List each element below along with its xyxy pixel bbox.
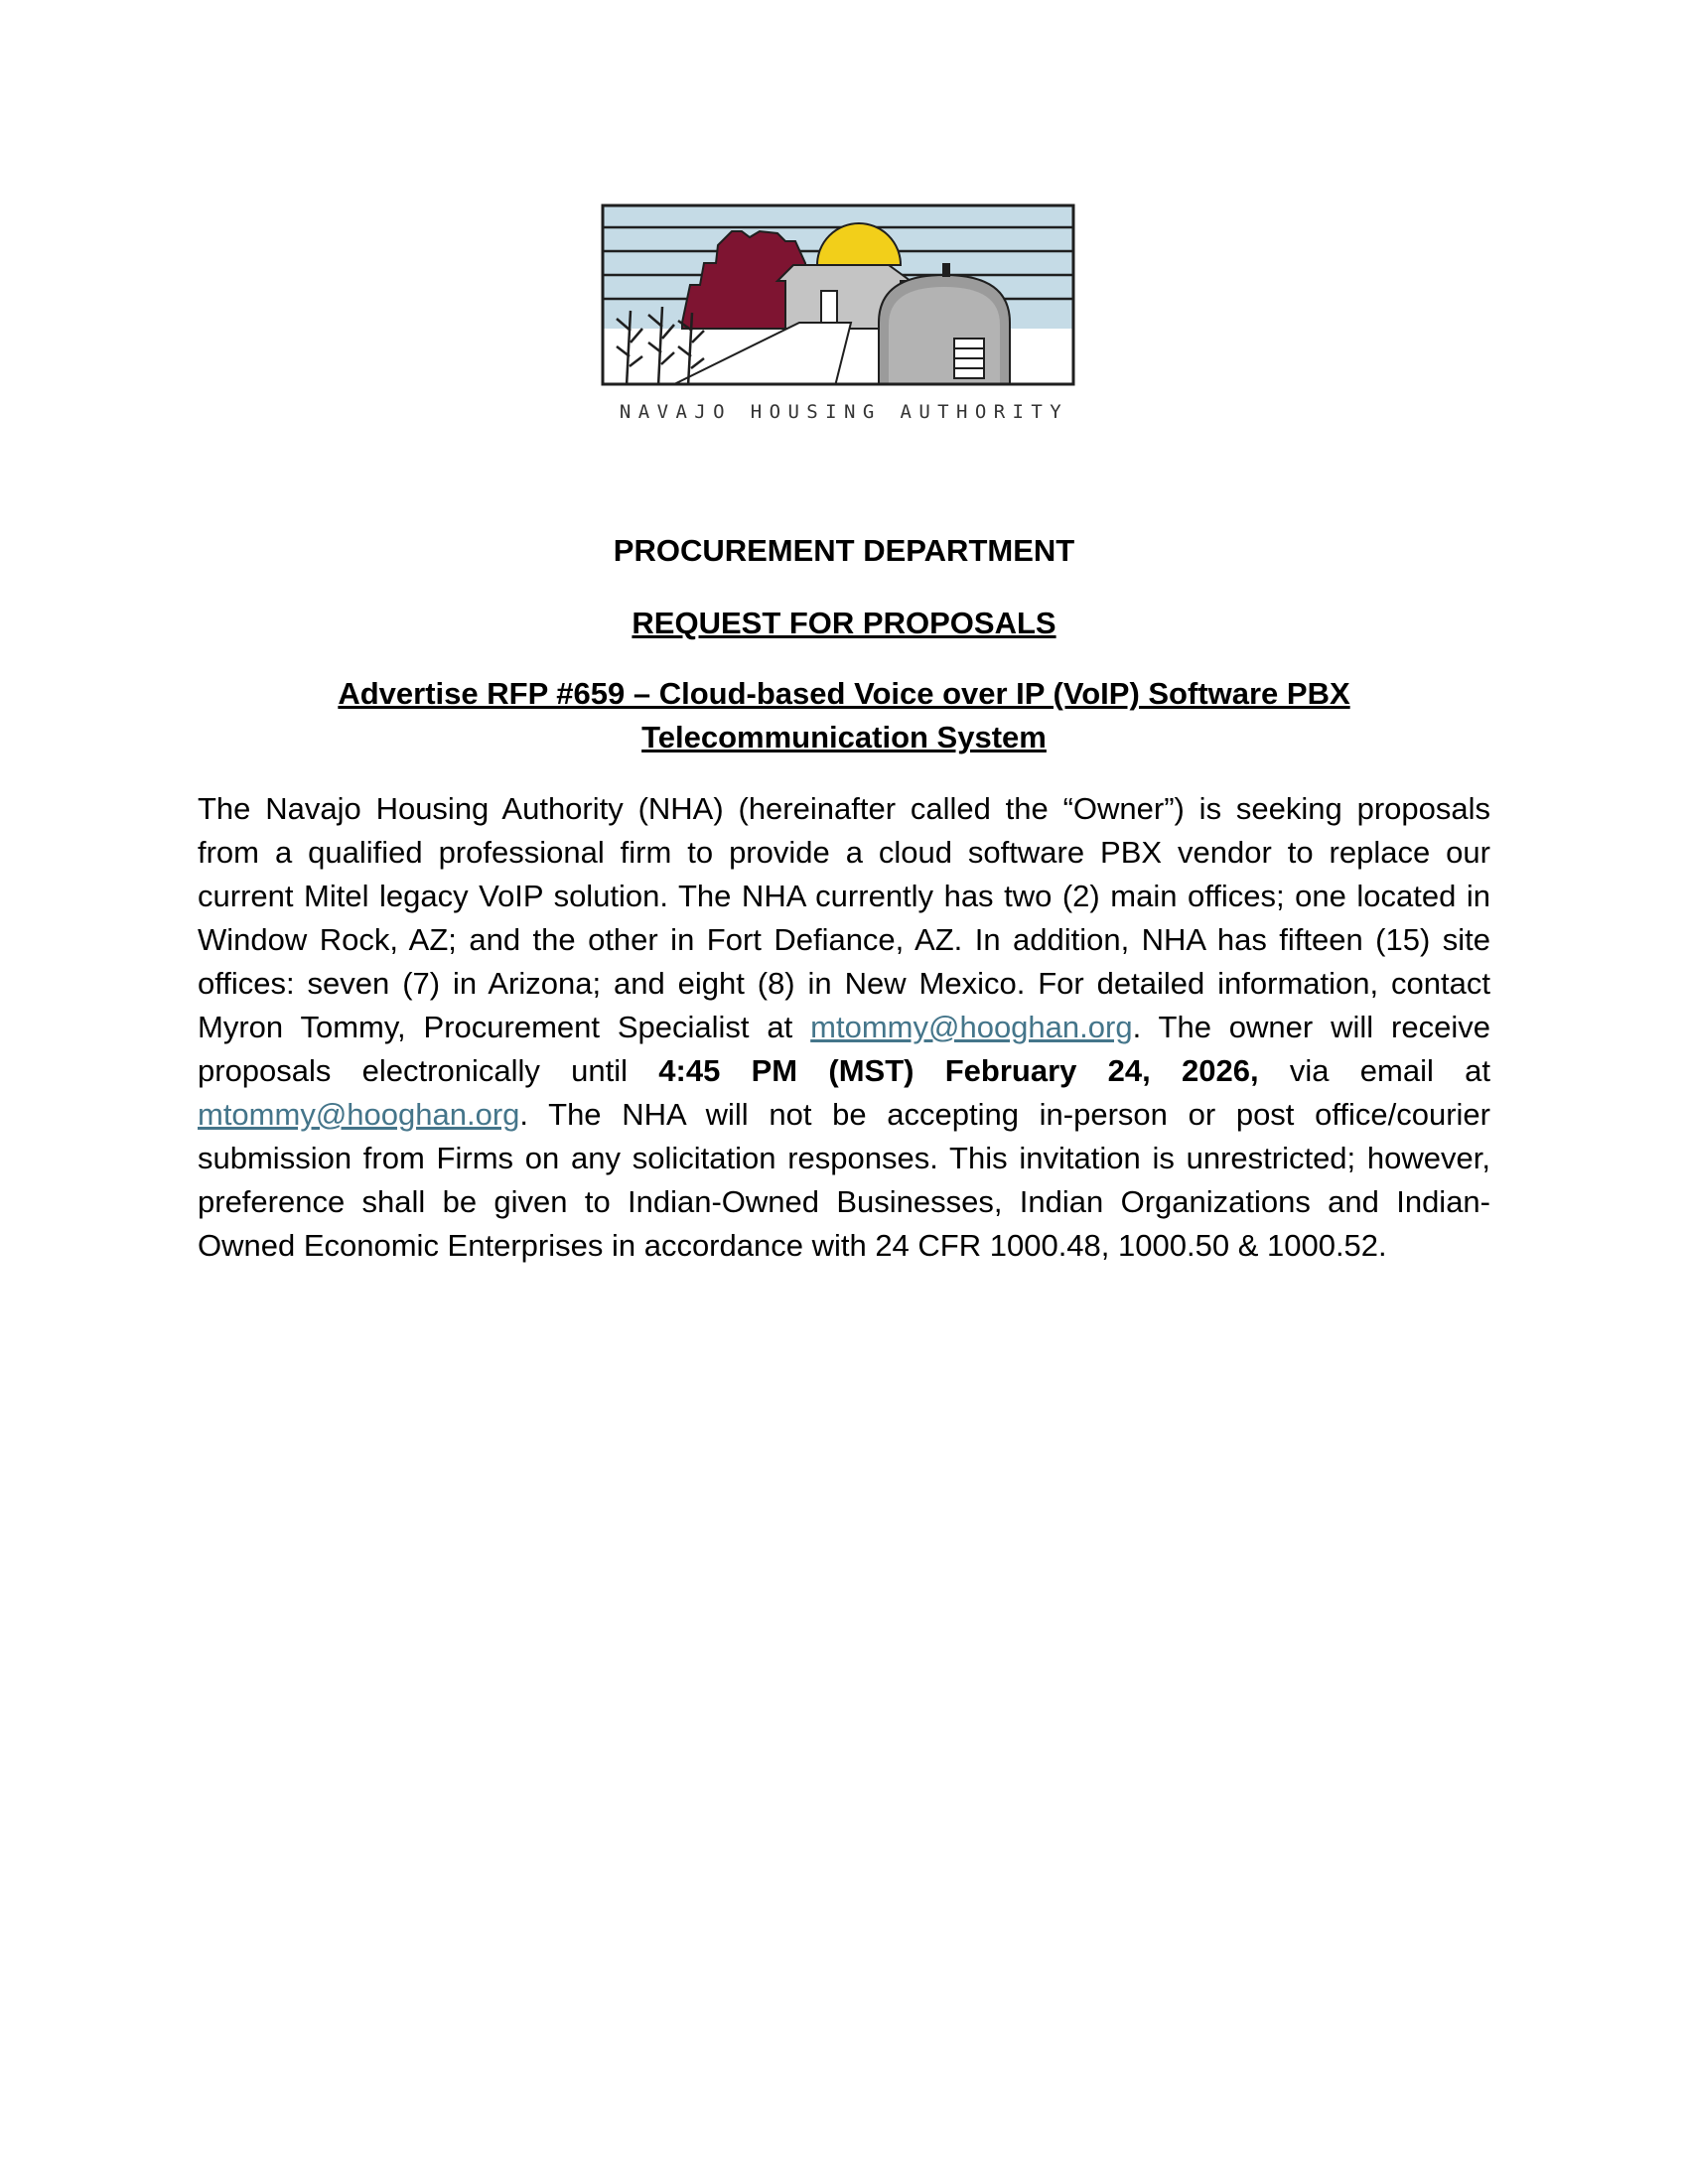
body-text-intro: The Navajo Housing Authority (NHA) (hereinafter called the “Owner”) is seeking proposals from a qualified professional firm to provide a cloud software PBX vendor to replace our current Mitel legacy VoIP solution. The NHA currently has two (2) main offices; one located in Window Rock, AZ; and the other in Fort Defiance, AZ. In addition, NHA has fifteen (15) site offices: seven (7) in Arizona; and eight (8) in New Mexico. For detailed information, contact Myron Tommy, Procurement Specialist at bbox=[198, 791, 1490, 1044]
rfp-title-line-2: Telecommunication System bbox=[641, 720, 1047, 754]
body-paragraph bbox=[198, 787, 1490, 1268]
body-text-closing: . The NHA will not be accepting in-person or post office/courier submission from Firms on any solicitation responses. This invitation is unrestricted; however, preference shall be given to Indian-Owned Businesses, Indian Organizations and Indian-Owned Economic Enterprises in accordance with 24 CFR 1000.48, 1000.50 & 1000.52. bbox=[198, 1097, 1490, 1263]
body-text-receive: . The owner will receive proposals electronically until bbox=[198, 1010, 1490, 1088]
nha-logo bbox=[601, 204, 1075, 386]
rfp-heading: REQUEST FOR PROPOSALS bbox=[632, 606, 1056, 640]
org-name: NAVAJO HOUSING AUTHORITY bbox=[619, 401, 1069, 423]
rfp-title bbox=[199, 672, 1489, 759]
submission-deadline: 4:45 PM (MST) February 24, 2026, bbox=[658, 1053, 1259, 1088]
submission-email-link[interactable]: mtommy@hooghan.org bbox=[198, 1097, 520, 1132]
contact-email-link[interactable]: mtommy@hooghan.org bbox=[810, 1010, 1133, 1044]
body-text-via: via email at bbox=[1289, 1053, 1490, 1088]
department-heading: PROCUREMENT DEPARTMENT bbox=[613, 533, 1075, 568]
rfp-title-line-1: Advertise RFP #659 – Cloud-based Voice over IP (VoIP) Software PBX bbox=[338, 676, 1350, 711]
